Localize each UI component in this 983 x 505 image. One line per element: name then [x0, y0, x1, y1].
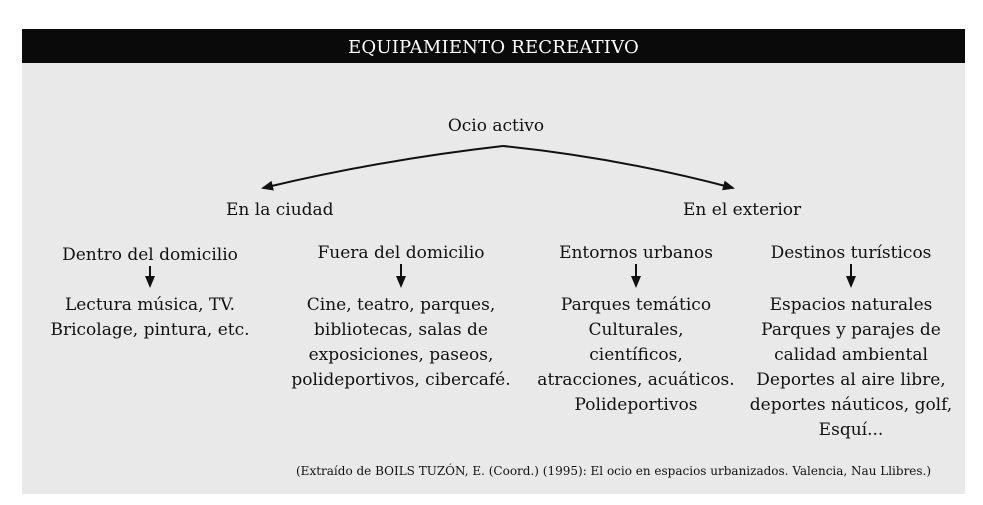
- items-fuera-del-domicilio: [291, 293, 510, 393]
- list-item: Deportes al aire libre,: [756, 370, 946, 390]
- list-item: bibliotecas, salas de: [314, 320, 488, 340]
- list-item: Esquí...: [818, 420, 884, 440]
- items-destinos-turisticos: [750, 293, 952, 443]
- list-item: atracciones, acuáticos.: [537, 370, 735, 390]
- list-item: Cine, teatro, parques,: [306, 295, 496, 315]
- category-dentro-del-domicilio: Dentro del domicilio: [62, 245, 238, 265]
- list-item: Parques y parajes de: [761, 320, 941, 340]
- source-credit: (Extraído de BOILS TUZÓN, E. (Coord.) (1995): El ocio en espacios urbanizados. Valencia, Nau Llibres.): [296, 464, 932, 478]
- category-entornos-urbanos: Entornos urbanos: [559, 243, 713, 263]
- category-fuera-del-domicilio: Fuera del domicilio: [317, 243, 485, 263]
- items-dentro-del-domicilio: [50, 293, 249, 343]
- list-item: Bricolage, pintura, etc.: [50, 320, 250, 340]
- root-node: Ocio activo: [447, 116, 545, 136]
- list-item: exposiciones, paseos,: [308, 345, 494, 365]
- list-item: Lectura música, TV.: [64, 295, 236, 315]
- list-item: calidad ambiental: [774, 345, 928, 365]
- items-entornos-urbanos: [537, 293, 734, 418]
- list-item: Polideportivos: [574, 395, 698, 415]
- branch-en-el-exterior: En el exterior: [683, 200, 802, 220]
- list-item: deportes náuticos, golf,: [749, 395, 953, 415]
- category-destinos-turisticos: Destinos turísticos: [770, 243, 932, 263]
- branch-en-la-ciudad: En la ciudad: [226, 200, 334, 220]
- list-item: polideportivos, cibercafé.: [291, 370, 511, 390]
- list-item: Espacios naturales: [769, 295, 933, 315]
- diagram-title: EQUIPAMIENTO RECREATIVO: [22, 29, 965, 63]
- list-item: Culturales,: [588, 320, 684, 340]
- list-item: Parques temático: [560, 295, 712, 315]
- list-item: científicos,: [589, 345, 683, 365]
